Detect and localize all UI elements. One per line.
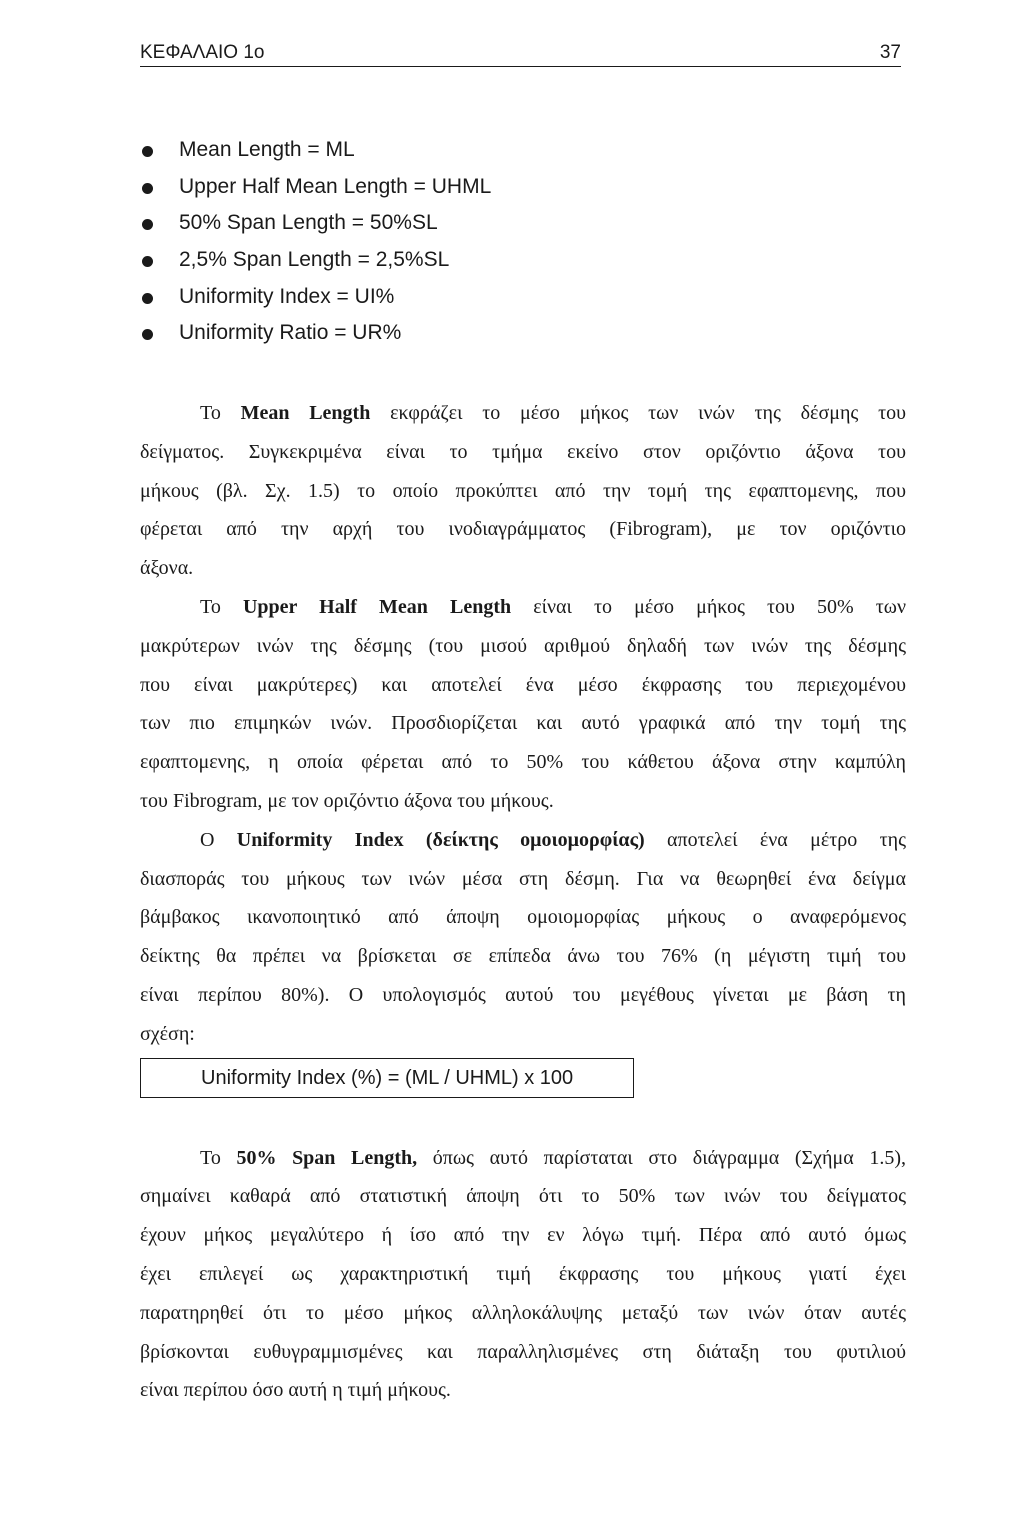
- text-line: που είναι μακρύτερες) και αποτελεί ένα μέσο έκφρασης του περιεχομένου: [140, 673, 906, 696]
- term-uhml: Upper Half Mean Length: [242, 595, 512, 618]
- term-mean-length: Mean Length: [240, 402, 371, 424]
- text-line: άξονα.: [140, 557, 194, 580]
- bullet-icon: [142, 256, 153, 267]
- list-item: Mean Length = ML: [142, 132, 491, 169]
- text-line: είναι περίπου 80%). Ο υπολογισμός αυτού του μεγέθους γίνεται με βάση τη: [140, 983, 906, 1006]
- text-line: μακρύτερων ινών της δέσμης (του μισού αριθμού δηλαδή των ινών της δέσμης: [140, 634, 906, 657]
- text-line: διασποράς του μήκους των ινών μέσα στη δέσμη. Για να θεωρηθεί ένα δείγμα: [140, 867, 906, 890]
- text-line: Το Upper Half Mean Length είναι το μέσο μήκος του 50% των: [200, 595, 907, 618]
- list-item: Uniformity Index = UI%: [142, 279, 491, 316]
- body-text: [140, 394, 906, 1410]
- paragraph-mean-length: [140, 394, 906, 588]
- bullet-icon: [142, 219, 153, 230]
- text-line: μήκους (βλ. Σχ. 1.5) το οποίο προκύπτει από την τομή της εφαπτομενης, που: [140, 479, 906, 502]
- text-line: των πιο επιμηκών ινών. Προσδιορίζεται και αυτό γραφικά από την τομή της: [140, 712, 906, 735]
- text-line: έχουν μήκος μεγαλύτερο ή ίσο από την εν λόγω τιμή. Πέρα από αυτό όμως: [140, 1224, 906, 1247]
- text-line: παρατηρηθεί ότι το μέσο μήκος αλληλοκάλυψης μεταξύ των ινών όταν αυτές: [140, 1301, 906, 1324]
- list-item: 2,5% Span Length = 2,5%SL: [142, 242, 491, 279]
- text-line: βρίσκονται ευθυγραμμισμένες και παραλληλισμένες στη διάταξη του φυτιλιού: [140, 1340, 906, 1363]
- paragraph-uhml: [140, 588, 906, 821]
- text-line: Το Mean Length εκφράζει το μέσο μήκος των ινών της δέσμης του: [200, 402, 907, 424]
- paragraph-span-length: [140, 1139, 906, 1411]
- definitions-list: [142, 132, 491, 352]
- text-line: εφαπτομενης, η οποία φέρεται από το 50% του κάθετου άξονα στην καμπύλη: [140, 751, 906, 774]
- text-line: σχέση:: [140, 1022, 195, 1045]
- text-line: φέρεται από την αρχή του ινοδιαγράμματος (Fibrogram), με τον οριζόντιο: [140, 518, 906, 541]
- text-line: βάμβακος ικανοποιητικό από άποψη ομοιομορφίας μήκους ο αναφερόμενος: [140, 906, 906, 929]
- bullet-icon: [142, 183, 153, 194]
- bullet-icon: [142, 146, 153, 157]
- page-header: [140, 42, 901, 67]
- text-line: δείγματος. Συγκεκριμένα είναι το τμήμα εκείνο στον οριζόντιο άξονα του: [140, 440, 906, 463]
- term-uniformity-index: Uniformity Index (δείκτης ομοιομορφίας): [236, 828, 645, 851]
- text-line: Ο Uniformity Index (δείκτης ομοιομορφίας) αποτελεί ένα μέτρο της: [200, 828, 906, 851]
- text-line: του Fibrogram, με τον οριζόντιο άξονα του μήκους.: [140, 789, 554, 812]
- list-item: Uniformity Ratio = UR%: [142, 315, 491, 352]
- text-line: δείκτης θα πρέπει να βρίσκεται σε επίπεδα άνω του 76% (η μέγιστη τιμή του: [140, 945, 906, 968]
- text-line: έχει επιλεγεί ως χαρακτηριστική τιμή έκφρασης του μήκους γιατί έχει: [140, 1262, 906, 1285]
- formula-block: [140, 1054, 906, 1139]
- term-span-length: 50% Span Length,: [236, 1146, 418, 1169]
- bullet-icon: [142, 293, 153, 304]
- page-number: 37: [879, 42, 901, 63]
- list-item: 50% Span Length = 50%SL: [142, 205, 491, 242]
- formula-box: Uniformity Index (%) = (ML / UHML) x 100: [140, 1058, 634, 1098]
- text-line: Το 50% Span Length, όπως αυτό παρίσταται στο διάγραμμα (Σχήμα 1.5),: [200, 1146, 906, 1169]
- text-line: σημαίνει καθαρά από στατιστική άποψη ότι το 50% των ινών του δείγματος: [140, 1185, 906, 1208]
- text-line: είναι περίπου όσο αυτή η τιμή μήκους.: [140, 1379, 451, 1402]
- bullet-icon: [142, 329, 153, 340]
- paragraph-uniformity-index: [140, 821, 906, 1054]
- list-item: Upper Half Mean Length = UHML: [142, 169, 491, 206]
- chapter-heading: ΚΕΦΑΛΑΙΟ 1ο: [140, 42, 265, 63]
